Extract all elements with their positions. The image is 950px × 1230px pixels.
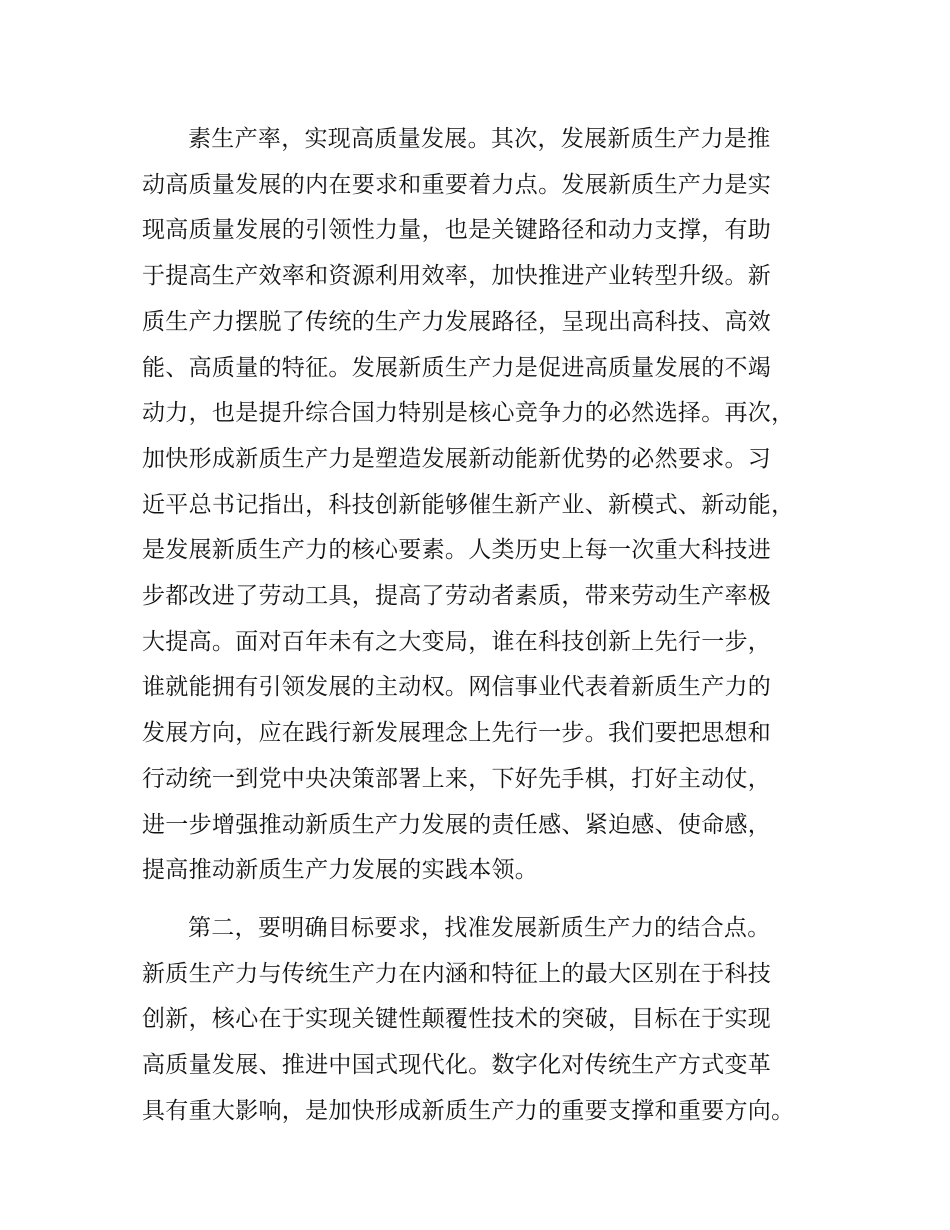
text-line: 素生产率，实现高质量发展。其次，发展新质生产力是推 bbox=[188, 126, 771, 152]
text-line: 提高推动新质生产力发展的实践本领。 bbox=[142, 857, 539, 884]
text-line: 谁就能拥有引领发展的主动权。网信事业代表着新质生产力的 bbox=[142, 674, 772, 701]
text-line: 近平总书记指出，科技创新能够催生新产业、新模式、新动能， bbox=[142, 491, 795, 518]
paragraph-2 bbox=[142, 906, 840, 1135]
text-line: 动高质量发展的内在要求和重要着力点。发展新质生产力是实 bbox=[142, 171, 772, 198]
text-line: 是发展新质生产力的核心要素。人类历史上每一次重大科技进 bbox=[142, 537, 772, 564]
body-text bbox=[142, 117, 840, 1134]
text-line: 新质生产力与传统生产力在内涵和特征上的最大区别在于科技 bbox=[142, 960, 772, 987]
text-line: 加快形成新质生产力是塑造发展新动能新优势的必然要求。习 bbox=[142, 445, 772, 472]
text-line: 发展方向，应在践行新发展理念上先行一步。我们要把思想和 bbox=[142, 720, 772, 747]
text-line: 行动统一到党中央决策部署上来，下好先手棋，打好主动仗， bbox=[142, 765, 772, 792]
text-line: 第二，要明确目标要求，找准发展新质生产力的结合点。 bbox=[188, 914, 771, 941]
text-line: 步都改进了劳动工具，提高了劳动者素质，带来劳动生产率极 bbox=[142, 583, 772, 610]
text-line: 质生产力摆脱了传统的生产力发展路径，呈现出高科技、高效 bbox=[142, 308, 772, 335]
text-line: 具有重大影响，是加快形成新质生产力的重要支撑和重要方向。 bbox=[142, 1097, 795, 1124]
paragraph-spacer bbox=[142, 894, 840, 906]
text-line: 现高质量发展的引领性力量，也是关键路径和动力支撑，有助 bbox=[142, 217, 772, 244]
paragraph-1 bbox=[142, 117, 840, 894]
text-line: 创新，核心在于实现关键性颠覆性技术的突破，目标在于实现 bbox=[142, 1006, 772, 1033]
text-line: 能、高质量的特征。发展新质生产力是促进高质量发展的不竭 bbox=[142, 354, 772, 381]
text-line: 动力，也是提升综合国力特别是核心竞争力的必然选择。再次， bbox=[142, 400, 795, 427]
text-line: 高质量发展、推进中国式现代化。数字化对传统生产方式变革 bbox=[142, 1052, 772, 1079]
text-line: 于提高生产效率和资源利用效率，加快推进产业转型升级。新 bbox=[142, 263, 772, 290]
text-line: 进一步增强推动新质生产力发展的责任感、紧迫感、使命感， bbox=[142, 811, 772, 838]
text-line: 大提高。面对百年未有之大变局，谁在科技创新上先行一步， bbox=[142, 628, 772, 655]
